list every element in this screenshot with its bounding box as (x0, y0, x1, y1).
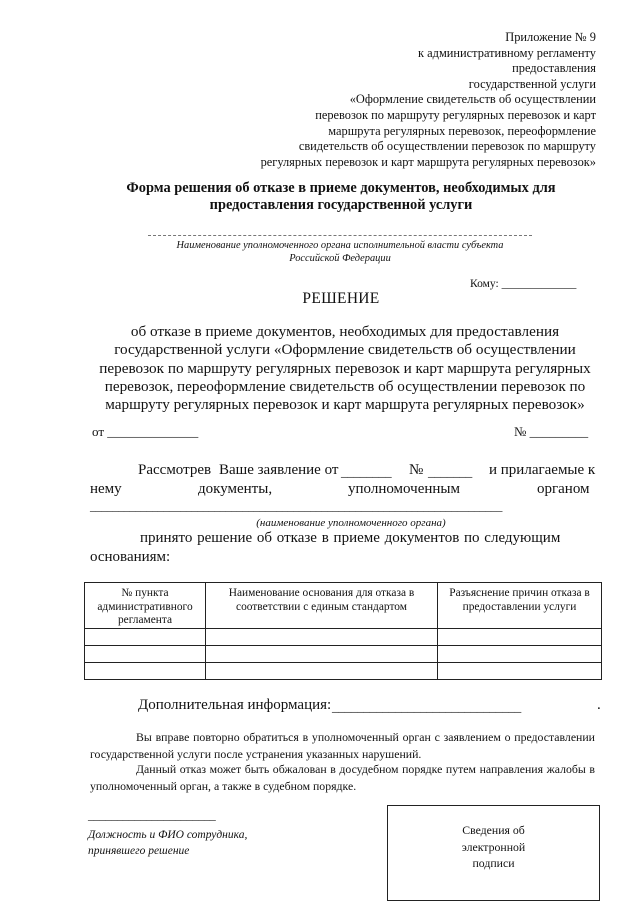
annex-line: к административному регламенту (418, 45, 596, 60)
recipient-label: Кому: (470, 278, 499, 290)
authority-name-line (148, 235, 532, 236)
table-cell[interactable] (438, 662, 602, 679)
table-header-row (85, 583, 602, 629)
word: документы, (198, 481, 273, 497)
additional-info-blank: ______________________________ (332, 699, 522, 714)
table-cell[interactable] (206, 645, 438, 662)
table-cell[interactable] (85, 662, 206, 679)
decision-text: принято решение об отказе в приеме документов по следующим (140, 530, 561, 546)
annex-line: Приложение № 9 (505, 30, 596, 44)
additional-info-label: Дополнительная информация: (138, 697, 332, 713)
column-header: № пункта административного регламента (85, 583, 206, 629)
annex-line: свидетельств об осуществлении перевозок по маршруту (298, 139, 596, 154)
table-cell[interactable] (85, 628, 206, 645)
annex-line: перевозок по маршруту регулярных перевозок и карт (315, 107, 596, 122)
word: уполномоченным (348, 481, 460, 497)
consideration-word: Рассмотрев (138, 462, 212, 478)
authority-name-caption: (наименование уполномоченного органа) (256, 517, 446, 529)
decision-heading: РЕШЕНИЕ (302, 290, 380, 307)
recipient-blank: _____________ (501, 278, 577, 290)
date-blank: ______________ (107, 424, 199, 439)
signature-caption-line: Должность и ФИО сотрудника, (88, 829, 248, 841)
form-title (0, 180, 640, 214)
signature-caption (88, 828, 247, 859)
annex-header (176, 30, 596, 170)
column-header: Наименование основания для отказа в соответствии с единым стандартом (206, 583, 438, 629)
number-label: № (514, 424, 527, 439)
number-tail: __ (575, 424, 589, 439)
table-cell[interactable] (438, 628, 602, 645)
table-cell[interactable] (438, 645, 602, 662)
date-field (92, 424, 198, 440)
electronic-signature-line: Сведения об (462, 823, 525, 837)
electronic-signature-line: подписи (472, 856, 515, 870)
recipient-field (470, 278, 576, 290)
authority-caption-line: Наименование уполномоченного органа исполнительной власти субъекта (176, 240, 504, 251)
table-row (85, 662, 602, 679)
info-paragraph: Вы вправе повторно обратиться в уполномоченный орган с заявлением о предоставлении государственной услуги после устранения указанных нарушений. (90, 730, 595, 761)
subject-line: перевозок по маршруту регулярных перевозок и карт маршрута регулярных (99, 359, 591, 377)
table-row (85, 645, 602, 662)
electronic-signature-text (388, 822, 599, 872)
consideration-text: Ваше заявление от (219, 462, 339, 478)
word: органом (537, 481, 590, 497)
application-date-blank: ________ (341, 464, 392, 479)
subject-line: перевозок, переоформление свидетельств об осуществлении перевозок по (104, 377, 586, 395)
table-cell[interactable] (206, 628, 438, 645)
application-no-sign: № (409, 462, 424, 478)
date-label: от (92, 424, 105, 439)
subject-line: государственной услуги «Оформление свидетельств об осуществлении (114, 341, 576, 359)
annex-line: «Оформление свидетельств об осуществлении (349, 92, 596, 107)
column-header: Разъяснение причин отказа в предоставлении услуги (438, 583, 602, 629)
word: нему (90, 481, 122, 497)
info-paragraph: Данный отказ может быть обжалован в досудебном порядке путем направления жалобы в уполномоченный орган, а также в судебном порядке. (90, 762, 595, 793)
number-field (514, 424, 588, 440)
signature-line: ______________________ (88, 808, 216, 822)
table-row (85, 628, 602, 645)
authority-caption (140, 239, 540, 265)
refusal-grounds-table (84, 582, 602, 680)
application-number-blank: _______ (428, 464, 473, 479)
table-cell[interactable] (85, 645, 206, 662)
form-title-line: предоставления государственной услуги (209, 197, 473, 213)
annex-line: маршрута регулярных перевозок, переоформление (328, 123, 596, 138)
decision-text: основаниям: (90, 549, 171, 565)
annex-line: предоставления (512, 61, 596, 76)
authority-caption-line: Российской Федерации (289, 253, 391, 264)
form-title-line: Форма решения об отказе в приеме документов, необходимых для (126, 180, 556, 196)
annex-line: регулярных перевозок и карт маршрута регулярных перевозок» (260, 154, 596, 169)
table-cell[interactable] (206, 662, 438, 679)
electronic-signature-line: электронной (461, 839, 526, 854)
decision-subject (72, 323, 618, 414)
consideration-text: и прилагаемые к (489, 462, 596, 478)
additional-info-dot: . (597, 697, 601, 713)
signature-caption-line: принявшего решение (88, 844, 190, 857)
annex-line: государственной услуги (468, 76, 596, 91)
electronic-signature-box (387, 805, 600, 901)
authority-name-blank: _________________________________________________________________________ (90, 500, 503, 513)
subject-line: маршруту регулярных перевозок и карт маршрута регулярных перевозок» (105, 396, 585, 414)
number-blank: _______ (529, 424, 576, 439)
subject-line: об отказе в приеме документов, необходимых для предоставления (130, 323, 560, 340)
